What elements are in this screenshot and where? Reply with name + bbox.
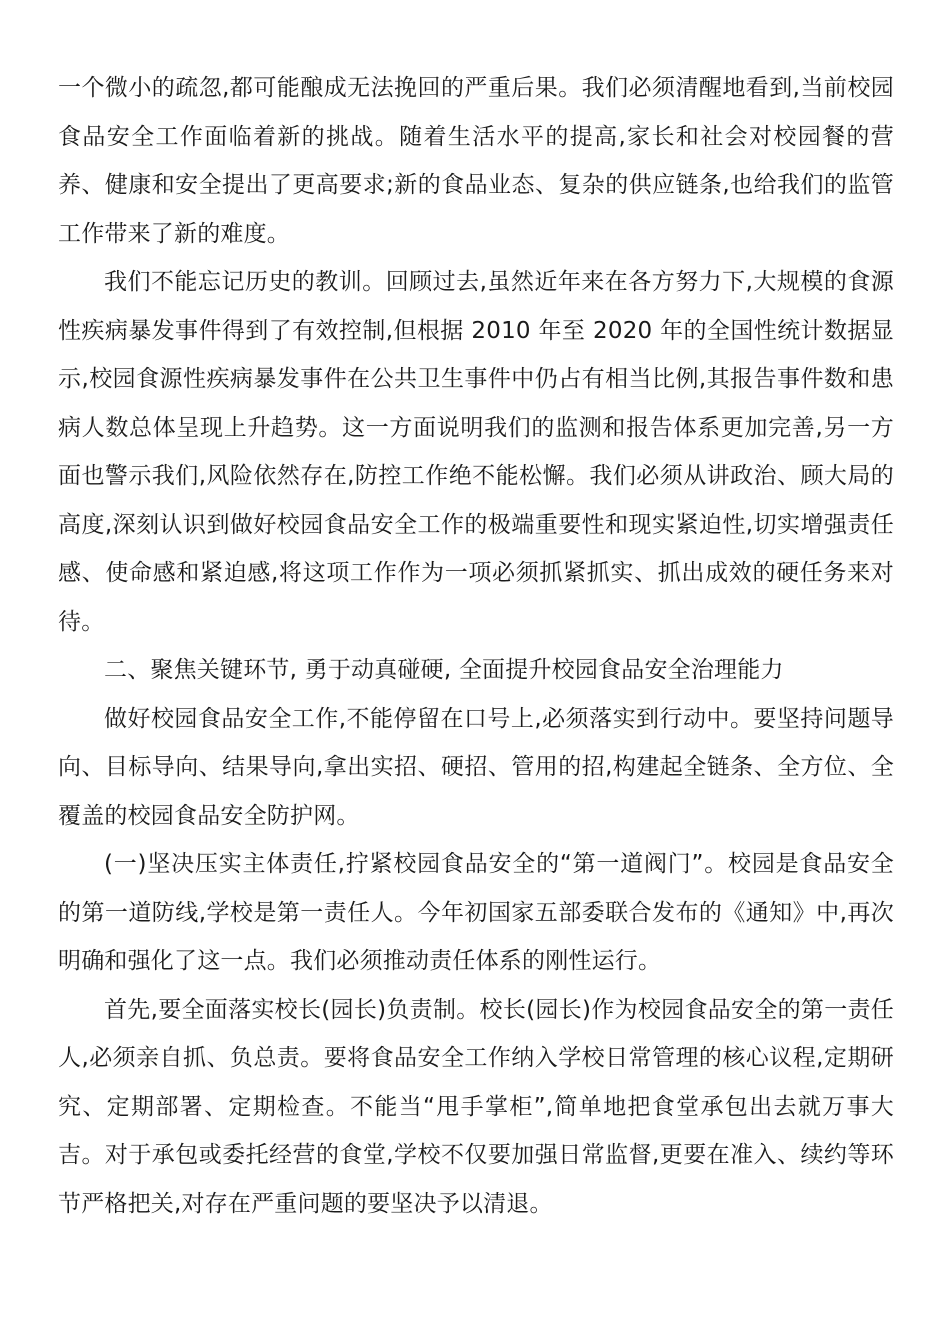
paragraph-history-lesson: 我们不能忘记历史的教训。回顾过去,虽然近年来在各方努力下,大规模的食源性疾病暴发事件得到了有效控制,但根据 2010 年至 2020 年的全国性统计数据显示,校园食源性疾病暴发事件在公共卫生事件中仍占有相当比例,其报告事件数和患病人数总体呈现上升趋势。这一方面说明我们的监测和报告体系更加完善,另一方面也警示我们,风险依然存在,防控工作绝不能松懈。我们必须从讲政治、顾大局的高度,深刻认识到做好校园食品安全工作的极端重要性和现实紧迫性,切实增强责任感、使命感和紧迫感,将这项工作作为一项必须抓紧抓实、抓出成效的硬任务来对待。 bbox=[58, 269, 894, 635]
section-heading-2: 二、聚焦关键环节, 勇于动真碰硬, 全面提升校园食品安全治理能力 bbox=[104, 657, 784, 683]
paragraph-continuation: 一个微小的疏忽,都可能酿成无法挽回的严重后果。我们必须清醒地看到,当前校园食品安全工作面临着新的挑战。随着生活水平的提高,家长和社会对校园餐的营养、健康和安全提出了更高要求;新的食品业态、复杂的供应链条,也给我们的监管工作带来了新的难度。 bbox=[58, 75, 894, 247]
paragraph-action-intro: 做好校园食品安全工作,不能停留在口号上,必须落实到行动中。要坚持问题导向、目标导向、结果导向,拿出实招、硬招、管用的招,构建起全链条、全方位、全覆盖的校园食品安全防护网。 bbox=[58, 705, 894, 829]
paragraph-subsection-1: (一)坚决压实主体责任,拧紧校园食品安全的“第一道阀门”。校园是食品安全的第一道防线,学校是第一责任人。今年初国家五部委联合发布的《通知》中,再次明确和强化了这一点。我们必须推动责任体系的刚性运行。 bbox=[58, 851, 894, 974]
document-body bbox=[58, 64, 894, 1228]
paragraph-principal-responsibility: 首先,要全面落实校长(园长)负责制。校长(园长)作为校园食品安全的第一责任人,必须亲自抓、负总责。要将食品安全工作纳入学校日常管理的核心议程,定期研究、定期部署、定期检查。不能当“甩手掌柜”,简单地把食堂承包出去就万事大吉。对于承包或委托经营的食堂,学校不仅要加强日常监督,更要在准入、续约等环节严格把关,对存在严重问题的要坚决予以清退。 bbox=[58, 996, 894, 1217]
